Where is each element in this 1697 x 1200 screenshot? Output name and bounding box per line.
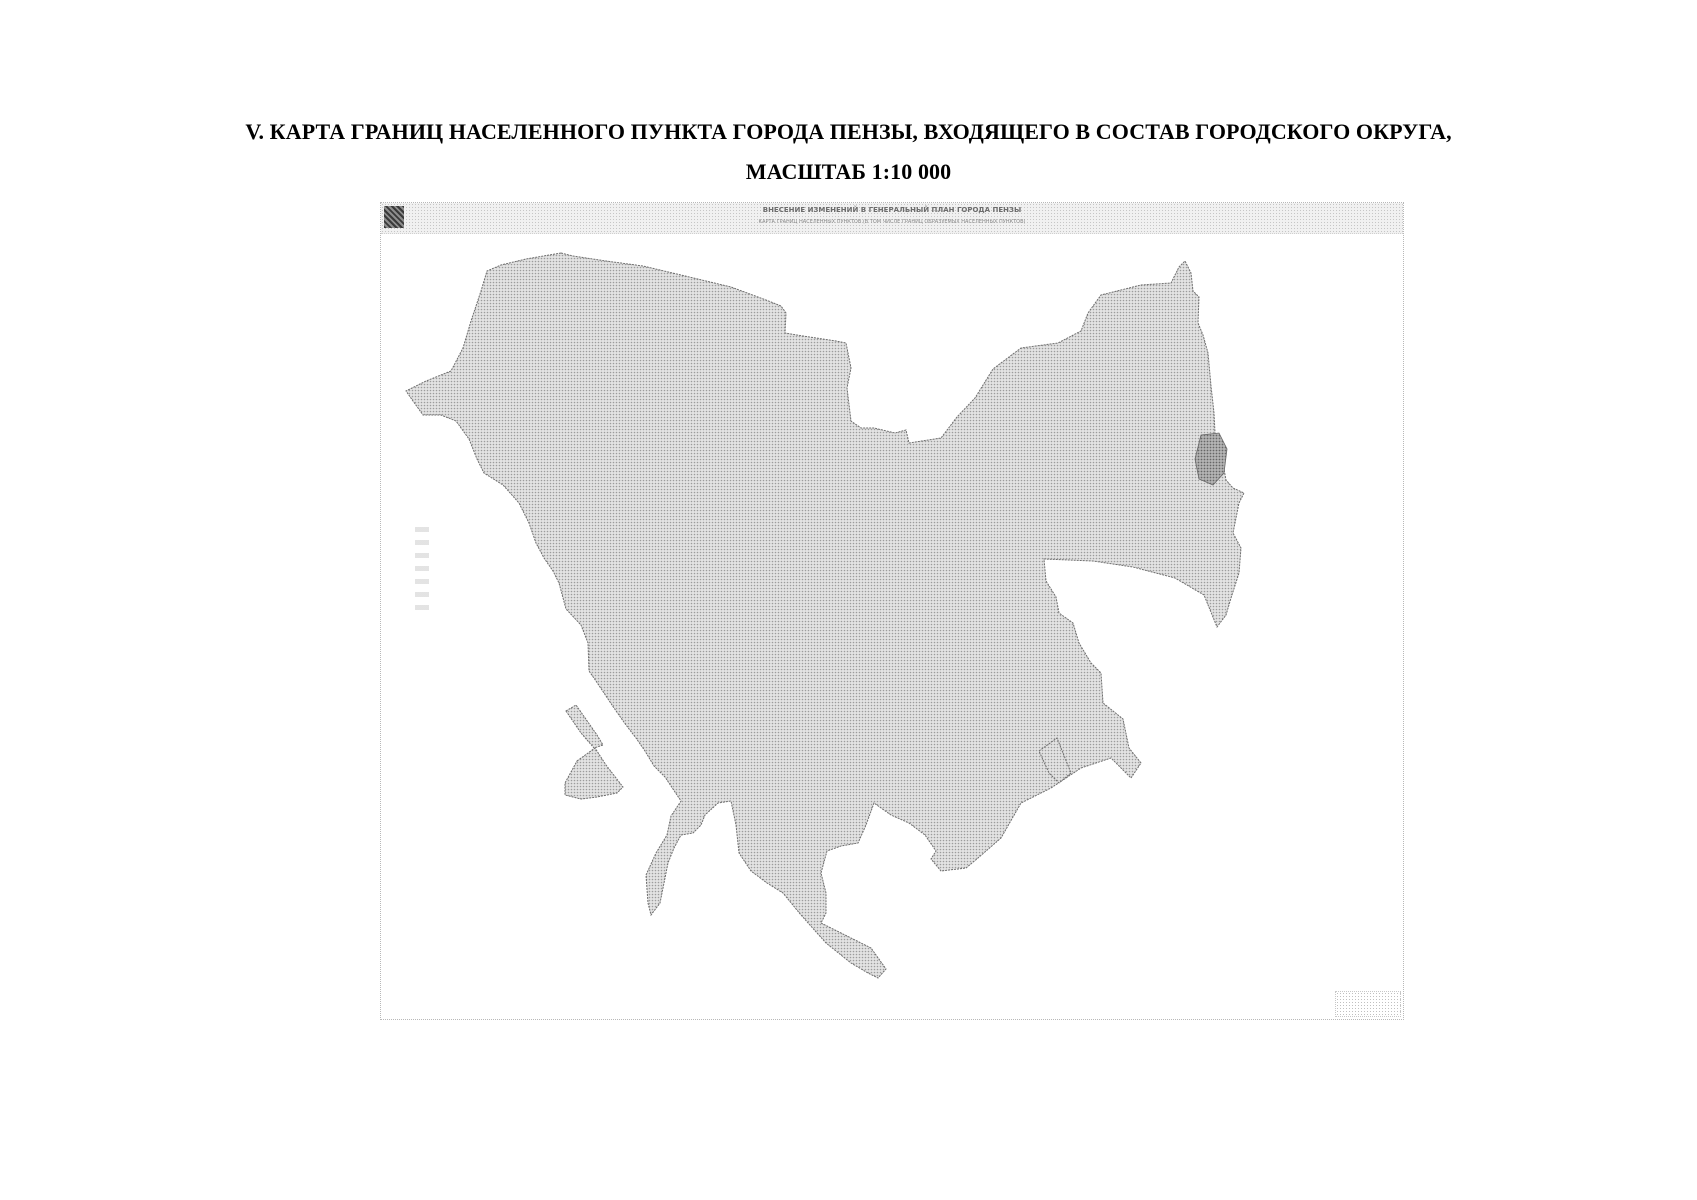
legend-item (415, 577, 535, 588)
map-header-subtitle: КАРТА ГРАНИЦ НАСЕЛЕННЫХ ПУНКТОВ (В ТОМ ЧИСЛЕ ГРАНИЦ ОБРАЗУЕМЫХ НАСЕЛЕННЫХ ПУНКТОВ) (758, 219, 1026, 225)
legend-swatch-icon (415, 553, 429, 558)
legend-swatch-icon (415, 605, 429, 610)
page-title-line-2: МАСШТАБ 1:10 000 (745, 159, 952, 184)
title-block-stamp (1335, 991, 1401, 1017)
page-title-line-1: V. КАРТА ГРАНИЦ НАСЕЛЕННОГО ПУНКТА ГОРОДА ПЕНЗЫ, ВХОДЯЩЕГО В СОСТАВ ГОРОДСКОГО ОКРУГА, (245, 119, 1452, 144)
legend-item (415, 590, 535, 601)
legend-item (415, 538, 535, 549)
legend-swatch-icon (415, 592, 429, 597)
map-sheet (380, 202, 1404, 1020)
legend-item (415, 551, 535, 562)
map-header-title: ВНЕСЕНИЕ ИЗМЕНЕНИЙ В ГЕНЕРАЛЬНЫЙ ПЛАН ГОРОДА ПЕНЗЫ (762, 206, 1022, 214)
map-legend (415, 525, 535, 616)
page-title (0, 112, 1697, 192)
legend-item (415, 564, 535, 575)
legend-swatch-icon (415, 540, 429, 545)
legend-swatch-icon (415, 579, 429, 584)
legend-item (415, 603, 535, 614)
legend-swatch-icon (415, 527, 429, 532)
territory-strip-southwest (566, 705, 603, 748)
territory-enclave-west (565, 748, 623, 799)
legend-swatch-icon (415, 566, 429, 571)
legend-item (415, 525, 535, 536)
